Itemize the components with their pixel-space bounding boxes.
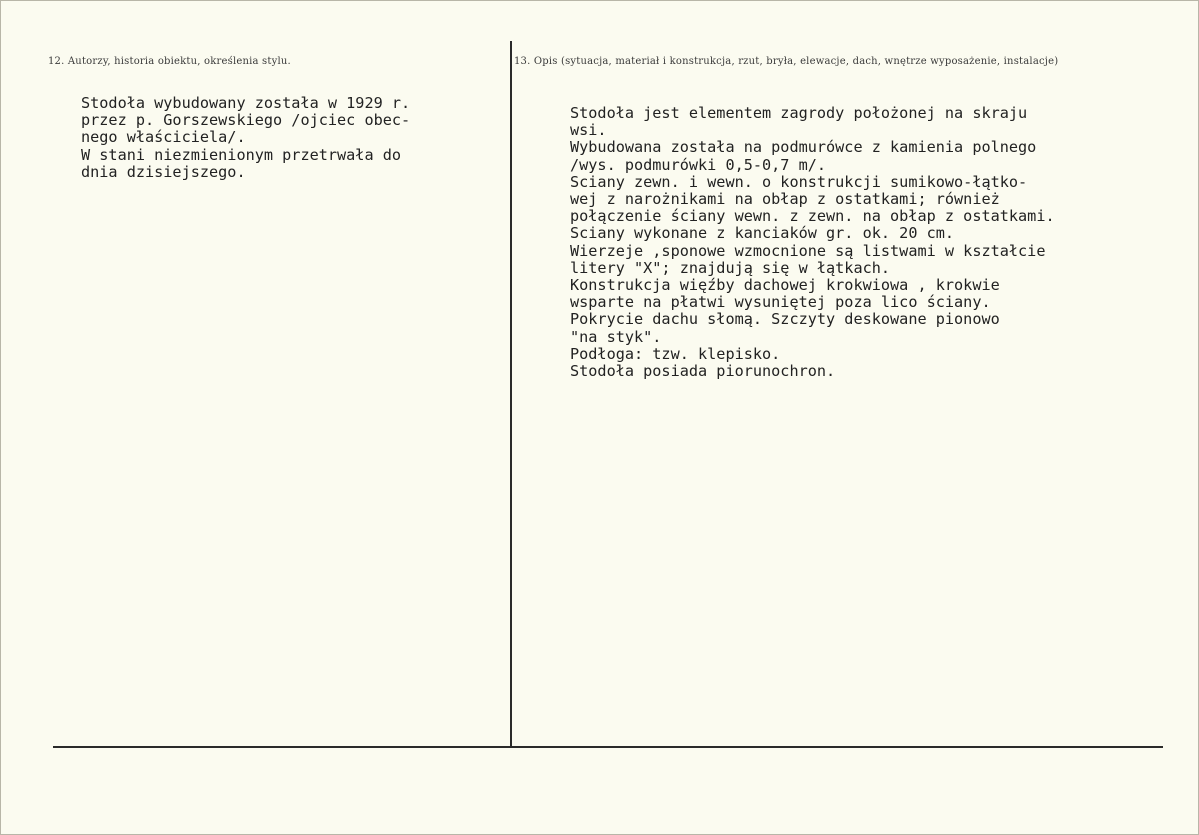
text-line: Sciany zewn. i wewn. o konstrukcji sumikowo-łątko- — [570, 172, 1028, 191]
text-line: Wierzeje ,sponowe wzmocnione są listwami w kształcie — [570, 241, 1046, 260]
column-divider — [510, 41, 512, 746]
text-line: wsparte na płatwi wysuniętej poza lico ściany. — [570, 293, 991, 312]
text-line: Konstrukcja więźby dachowej krokwiowa , krokwie — [570, 276, 1000, 295]
text-line: wsi. — [570, 121, 607, 140]
field-13-header: 13. Opis (sytuacja, materiał i konstrukcja, rzut, bryła, elewacje, dach, wnętrze wyposażenie, instalacje) — [514, 56, 1059, 67]
text-line: Sciany wykonane z kanciaków gr. ok. 20 cm. — [570, 224, 955, 243]
text-line: Pokrycie dachu słomą. Szczyty deskowane pionowo — [570, 310, 1000, 329]
text-line: dnia dzisiejszego. — [81, 162, 246, 181]
field-12-typed-text — [81, 95, 410, 181]
text-line: połączenie ściany wewn. z zewn. na obłap z ostatkami. — [570, 207, 1055, 226]
field-12-header: 12. Autorzy, historia obiektu, określenia stylu. — [48, 56, 291, 67]
bottom-rule — [53, 746, 1163, 748]
text-line: "na styk". — [570, 327, 662, 346]
text-line: Podłoga: tzw. klepisko. — [570, 344, 781, 363]
text-line: Wybudowana została na podmurówce z kamienia polnego — [570, 138, 1037, 157]
text-line: litery "X"; znajdują się w łątkach. — [570, 258, 891, 277]
field-13-typed-text — [570, 105, 1055, 380]
text-line: W stani niezmienionym przetrwała do — [81, 145, 402, 164]
text-line: Stodoła wybudowany została w 1929 r. — [81, 94, 411, 112]
text-line: Stodoła jest elementem zagrody położonej na skraju — [570, 104, 1028, 122]
text-line: /wys. podmurówki 0,5-0,7 m/. — [570, 155, 827, 174]
text-line: wej z narożnikami na obłap z ostatkami; również — [570, 190, 1000, 209]
text-line: Stodoła posiada piorunochron. — [570, 362, 836, 381]
text-line: nego właściciela/. — [81, 128, 246, 147]
text-line: przez p. Gorszewskiego /ojciec obec- — [81, 111, 411, 130]
